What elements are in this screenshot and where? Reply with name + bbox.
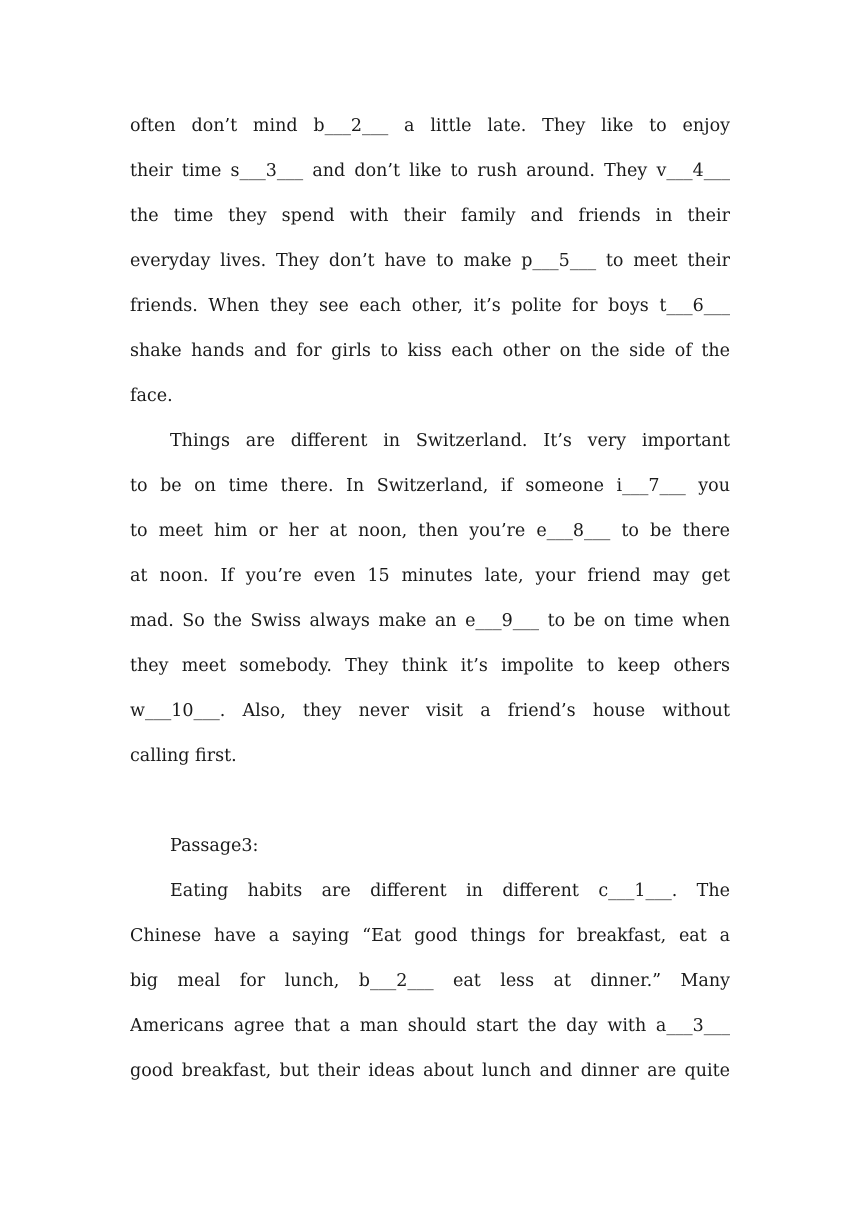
text-line: Eating habits are different in different c___1___. The (170, 881, 730, 901)
text-line: to be on time there. In Switzerland, if someone i___7___ you (130, 476, 730, 496)
text-line: the time they spend with their family and friends in their (130, 206, 730, 226)
text-line: face. (130, 386, 173, 406)
blank-line (130, 779, 730, 824)
passage2-paragraph-1 (130, 104, 730, 419)
text-line: Americans agree that a man should start the day with a___3___ (130, 1016, 730, 1036)
text-line: calling first. (130, 746, 237, 766)
text-line: Chinese have a saying “Eat good things for breakfast, eat a (130, 926, 730, 946)
text-line: to meet him or her at noon, then you’re e___8___ to be there (130, 521, 730, 541)
text-line: w___10___. Also, they never visit a friend’s house without (130, 701, 730, 721)
text-line: big meal for lunch, b___2___ eat less at dinner.” Many (130, 971, 730, 991)
text-line: often don’t mind b___2___ a little late. They like to enjoy (130, 116, 730, 136)
passage2-paragraph-2 (130, 419, 730, 779)
text-line: they meet somebody. They think it’s impolite to keep others (130, 656, 730, 676)
document-page (130, 104, 730, 1094)
text-line: Things are different in Switzerland. It’s very important (170, 431, 730, 451)
text-line: mad. So the Swiss always make an e___9___ to be on time when (130, 611, 730, 631)
text-line: shake hands and for girls to kiss each other on the side of the (130, 341, 730, 361)
text-line: at noon. If you’re even 15 minutes late, your friend may get (130, 566, 730, 586)
text-line: friends. When they see each other, it’s polite for boys t___6___ (130, 296, 730, 316)
text-line: everyday lives. They don’t have to make p___5___ to meet their (130, 251, 730, 271)
passage3-paragraph-1 (130, 869, 730, 1094)
passage3-heading: Passage3: (170, 836, 259, 856)
text-line: good breakfast, but their ideas about lunch and dinner are quite (130, 1061, 730, 1081)
text-line: their time s___3___ and don’t like to rush around. They v___4___ (130, 161, 730, 181)
